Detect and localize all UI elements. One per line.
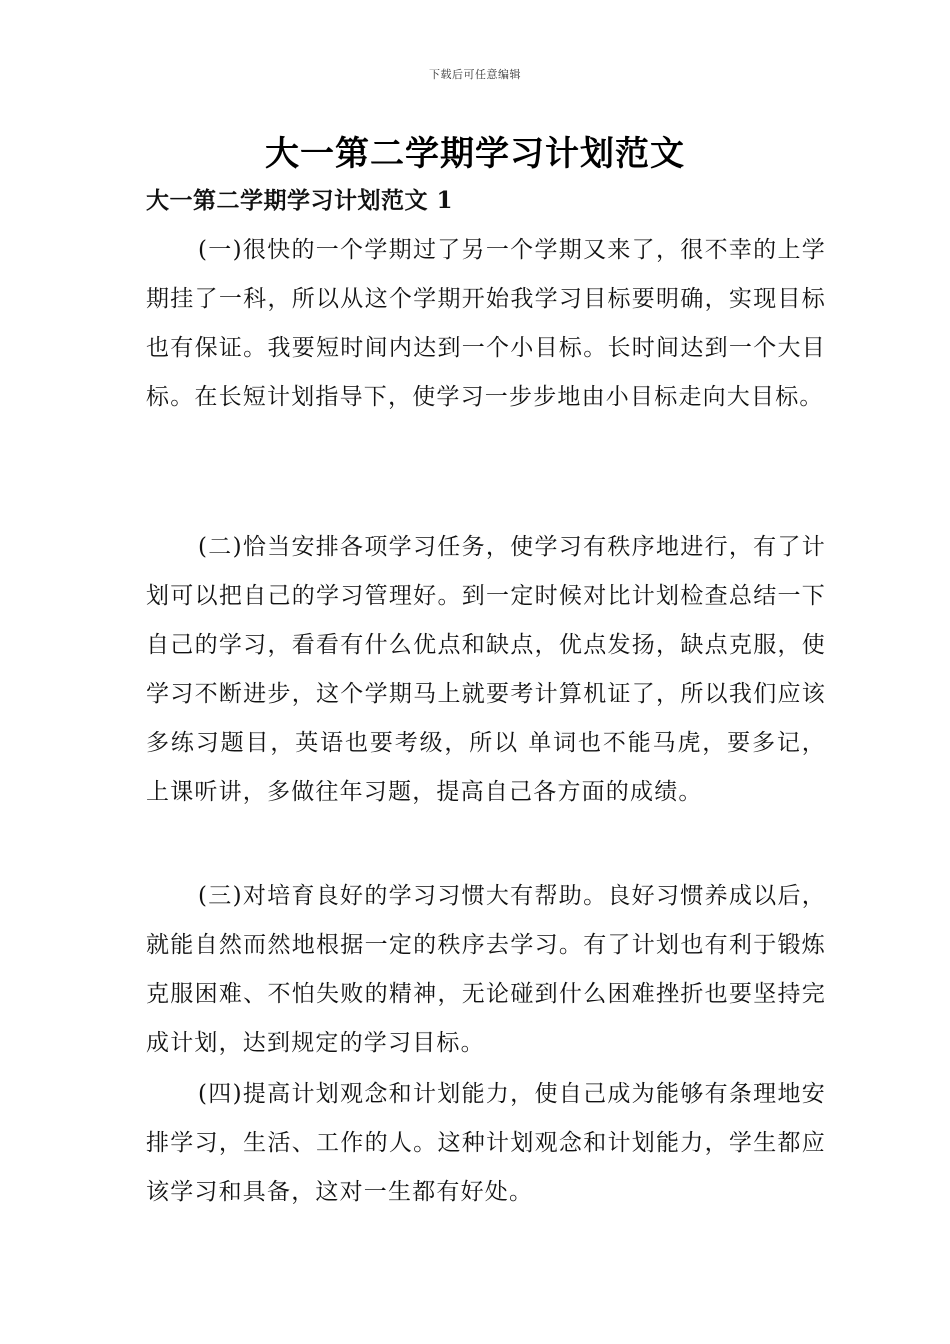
header-note: 下载后可任意编辑 (429, 68, 521, 81)
paragraph-4: (四)提高计划观念和计划能力，使自己成为能够有条理地安排学习，生活、工作的人。这种计划观念和计划能力，学生都应该学习和具备，这对一生都有好处。 (146, 1081, 826, 1205)
paragraph-2: (二)恰当安排各项学习任务，使学习有秩序地进行，有了计划可以把自己的学习管理好。到一定时候对比计划检查总结一下自己的学习，看看有什么优点和缺点，优点发扬，缺点克服，使学习不断进步，这个学期马上就要考计算机证了，所以我们应该多练习题目，英语也要考级，所以 单词也不能马虎，要多记，上课听讲，多做往年习题，提高自己各方面的成绩。 (146, 534, 826, 805)
paragraph-3: (三)对培育良好的学习习惯大有帮助。良好习惯养成以后，就能自然而然地根据一定的秩序去学习。有了计划也有利于锻炼克服困难、不怕失败的精神，无论碰到什么困难挫折也要坚持完成计划，达到规定的学习目标。 (146, 883, 826, 1056)
section-heading: 大一第二学期学习计划范文 1 (146, 187, 454, 214)
document-title: 大一第二学期学习计划范文 (265, 134, 685, 174)
paragraph-1: (一)很快的一个学期过了另一个学期又来了，很不幸的上学期挂了一科，所以从这个学期开始我学习目标要明确，实现目标也有保证。我要短时间内达到一个小目标。长时间达到一个大目标。在长短计划指导下，使学习一步步地由小目标走向大目标。 (146, 237, 826, 410)
